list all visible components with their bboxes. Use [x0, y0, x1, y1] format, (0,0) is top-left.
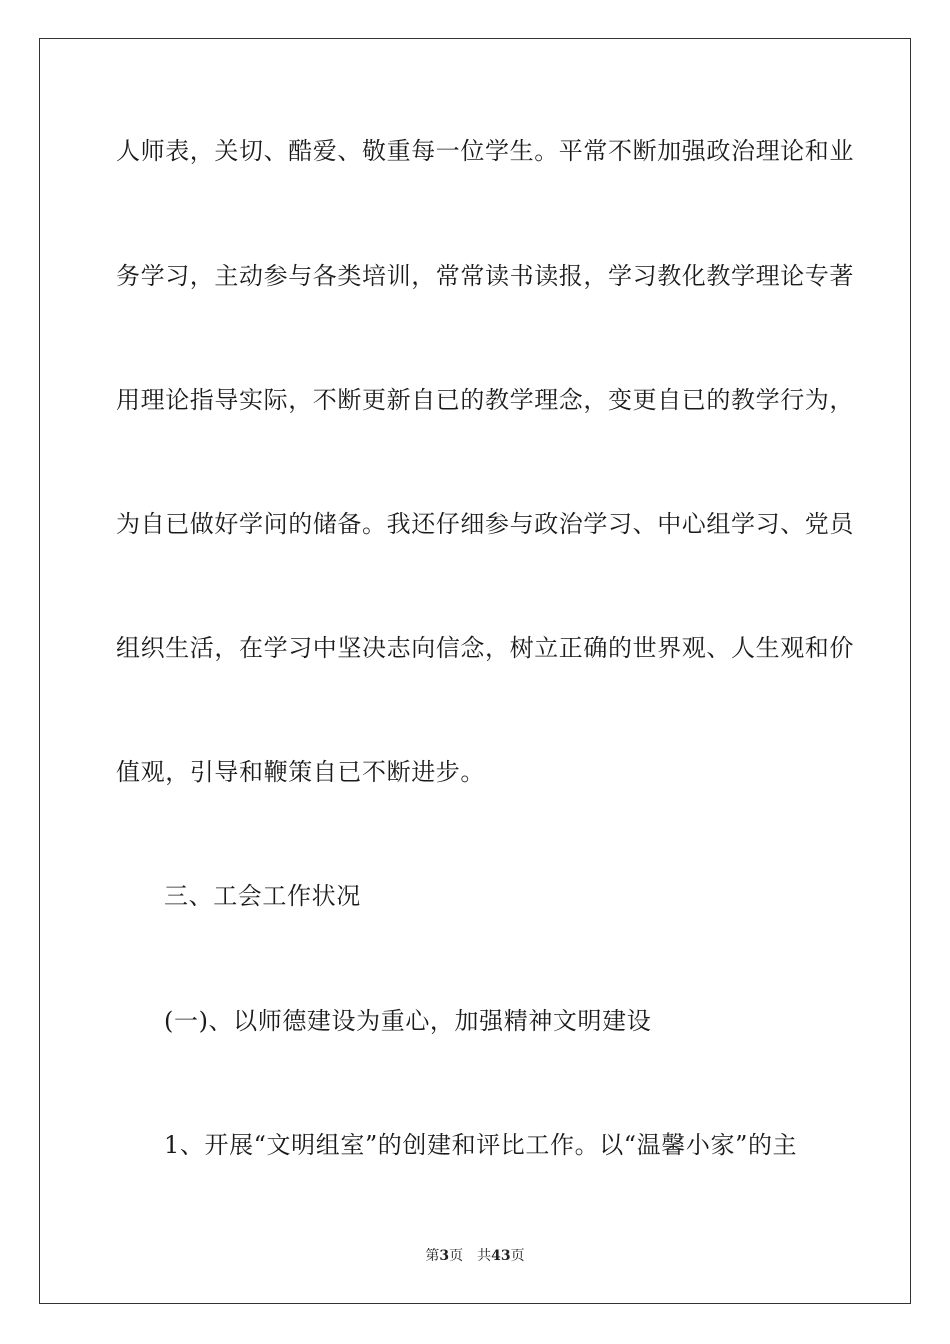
footer-page-current: 3	[439, 1248, 450, 1264]
paragraph-line-5: 组织生活，在学习中坚决志向信念，树立正确的世界观、人生观和价	[116, 634, 854, 662]
footer-page-total: 43	[491, 1248, 511, 1264]
section-heading: 三、工会工作状况	[164, 882, 361, 910]
paragraph-line-3: 用理论指导实际，不断更新自已的教学理念，变更自已的教学行为，	[116, 386, 854, 414]
page-footer	[0, 1245, 950, 1265]
paragraph-line-4: 为自已做好学问的储备。我还仔细参与政治学习、中心组学习、党员	[116, 510, 854, 538]
subsection-heading: (一)、以师德建设为重心，加强精神文明建设	[164, 1007, 652, 1035]
list-item-line: 1、开展“文明组室”的创建和评比工作。以“温馨小家”的主	[164, 1131, 798, 1159]
paragraph-line-6: 值观，引导和鞭策自已不断进步。	[116, 758, 485, 786]
footer-page-suffix: 页	[449, 1248, 464, 1264]
page-border	[39, 38, 911, 1304]
paragraph-line-1: 人师表，关切、酷爱、敬重每一位学生。平常不断加强政治理论和业	[116, 137, 854, 165]
footer-total-suffix: 页	[510, 1248, 525, 1264]
footer-total-prefix: 共	[477, 1248, 492, 1264]
footer-page-prefix: 第	[425, 1248, 440, 1264]
paragraph-line-2: 务学习，主动参与各类培训，常常读书读报，学习教化教学理论专著	[116, 262, 854, 290]
